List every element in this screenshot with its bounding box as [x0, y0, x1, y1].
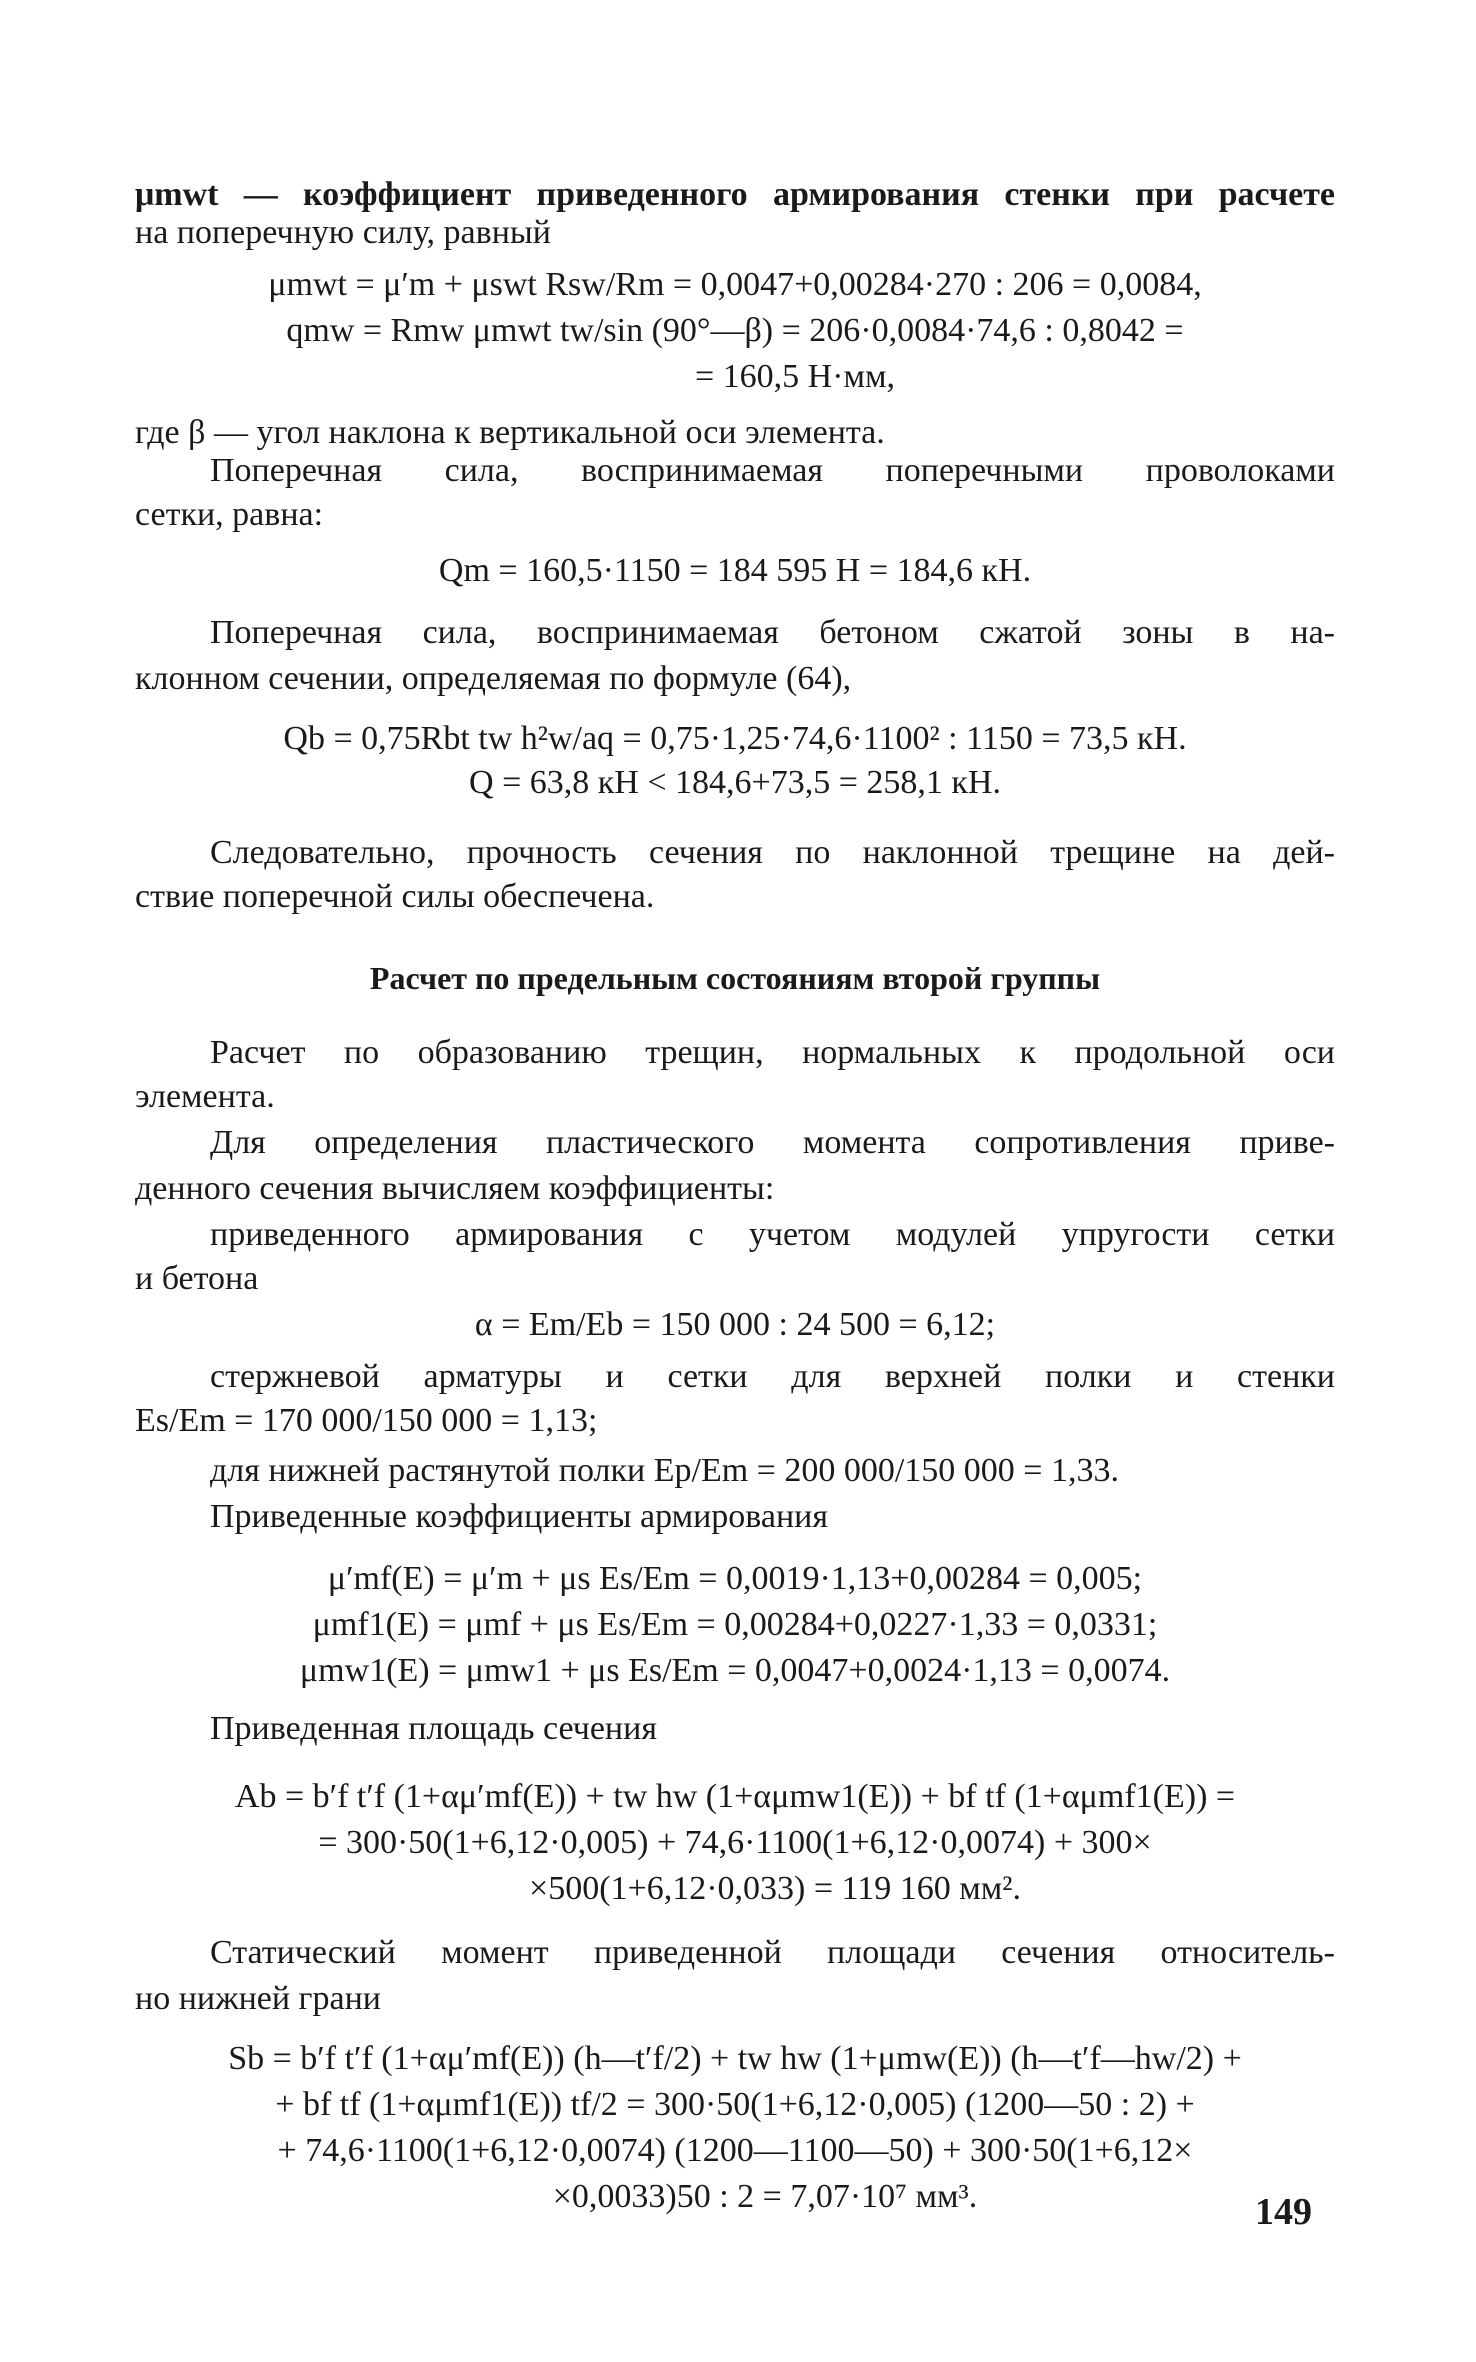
formula-line: Qm = 160,5·1150 = 184 595 Н = 184,6 кН. — [438, 552, 1032, 589]
formula-line: μmw1(E) = μmw1 + μs Es/Em = 0,0047+0,0024·1,13 = 0,0074. — [299, 1652, 1171, 1689]
formula-line: = 160,5 Н·мм, — [694, 358, 896, 395]
text-line: Следовательно, прочность сечения по наклонной трещине на дей- — [210, 834, 1335, 871]
text-line: клонном сечении, определяемая по формуле (64), — [135, 660, 852, 697]
formula-line: + bf tf (1+αμmf1(E)) tf/2 = 300·50(1+6,12·0,005) (1200—50 : 2) + — [275, 2086, 1195, 2123]
text-line: стержневой арматуры и сетки для верхней полки и стенки — [210, 1358, 1335, 1395]
text-line: Расчет по образованию трещин, нормальных к продольной оси — [210, 1034, 1335, 1071]
formula-line: μmf1(E) = μmf + μs Es/Em = 0,00284+0,0227·1,33 = 0,0331; — [312, 1606, 1158, 1643]
formula-line: ×500(1+6,12·0,033) = 119 160 мм². — [529, 1870, 1021, 1907]
text-line: для нижней растянутой полки Ep/Em = 200 000/150 000 = 1,33. — [210, 1452, 1119, 1489]
formula-line: + 74,6·1100(1+6,12·0,0074) (1200—1100—50) + 300·50(1+6,12× — [277, 2132, 1193, 2169]
text-line: элемента. — [135, 1078, 275, 1115]
formula-line: α = Em/Eb = 150 000 : 24 500 = 6,12; — [474, 1306, 996, 1343]
formula-line: Q = 63,8 кН < 184,6+73,5 = 258,1 кН. — [469, 764, 1001, 801]
text-line: приведенного армирования с учетом модулей упругости сетки — [210, 1216, 1335, 1253]
text-line: Статический момент приведенной площади сечения относитель- — [210, 1934, 1335, 1971]
formula-line: qmw = Rmw μmwt tw/sin (90°—β) = 206·0,0084·74,6 : 0,8042 = — [286, 312, 1184, 349]
text-line: Приведенные коэффициенты армирования — [210, 1498, 829, 1535]
formula-line: μmwt = μ′m + μswt Rsw/Rm = 0,0047+0,00284·270 : 206 = 0,0084, — [268, 266, 1202, 303]
formula-line: Qb = 0,75Rbt tw h²w/aq = 0,75·1,25·74,6·1100² : 1150 = 73,5 кН. — [283, 720, 1187, 757]
text-line: Поперечная сила, воспринимаемая бетоном сжатой зоны в на- — [210, 614, 1335, 651]
text-line: μmwt — коэффициент приведенного армирования стенки при расчете — [135, 176, 1335, 213]
text-line: ствие поперечной силы обеспечена. — [135, 878, 655, 915]
text-line: Для определения пластического момента сопротивления приве- — [210, 1124, 1335, 1161]
formula-line: μ′mf(E) = μ′m + μs Es/Em = 0,0019·1,13+0,00284 = 0,005; — [327, 1560, 1143, 1597]
text-line: сетки, равна: — [135, 496, 324, 533]
text-line: на поперечную силу, равный — [135, 214, 551, 251]
text-line: но нижней грани — [135, 1980, 381, 2017]
text-line: Приведенная площадь сечения — [210, 1710, 657, 1747]
formula-line: = 300·50(1+6,12·0,005) + 74,6·1100(1+6,12·0,0074) + 300× — [318, 1824, 1152, 1861]
text-line: Es/Em = 170 000/150 000 = 1,13; — [135, 1402, 598, 1439]
formula-line: Sb = b′f t′f (1+αμ′mf(E)) (h—t′f/2) + tw hw (1+μmw(E)) (h—t′f—hw/2) + — [228, 2040, 1242, 2077]
page-number: 149 — [1255, 2191, 1312, 2233]
text-line: денного сечения вычисляем коэффициенты: — [135, 1170, 775, 1207]
text-line: где β — угол наклона к вертикальной оси элемента. — [135, 414, 885, 451]
formula-line: ×0,0033)50 : 2 = 7,07·10⁷ мм³. — [552, 2178, 978, 2215]
section-heading: Расчет по предельным состояниям второй группы — [369, 960, 1101, 996]
text-line: Поперечная сила, воспринимаемая поперечными проволоками — [210, 452, 1335, 489]
text-line: и бетона — [135, 1260, 259, 1297]
formula-line: Ab = b′f t′f (1+αμ′mf(E)) + tw hw (1+αμmw1(E)) + bf tf (1+αμmf1(E)) = — [234, 1778, 1236, 1815]
